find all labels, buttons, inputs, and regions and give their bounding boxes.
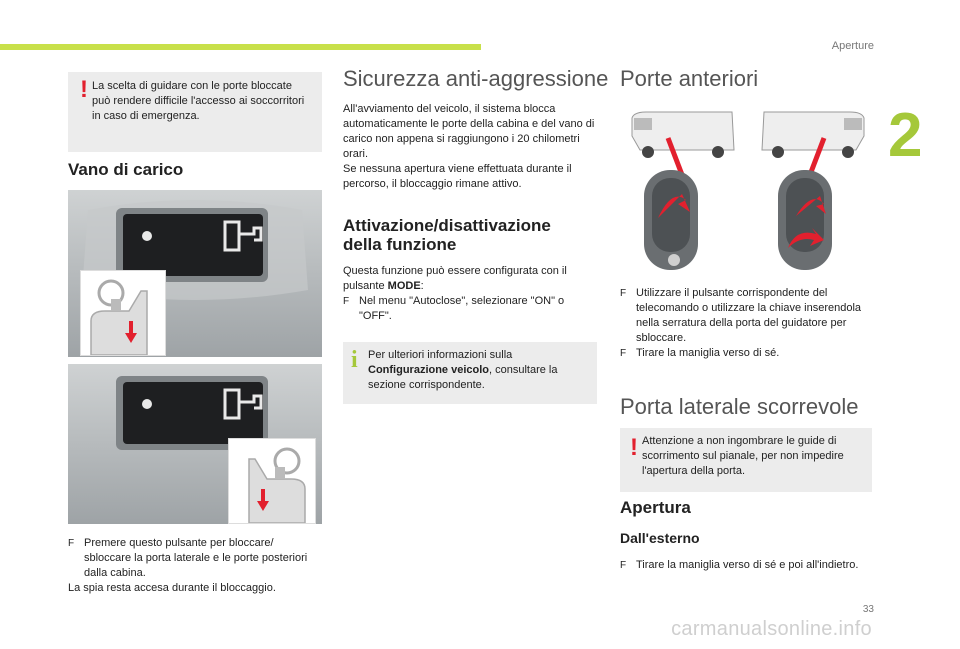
door-handle-left	[644, 170, 698, 270]
section-title: Aperture	[831, 40, 874, 52]
heading-sicurezza: Sicurezza anti-aggressione	[343, 66, 609, 91]
heading-porta-laterale: Porta laterale scorrevole	[620, 394, 859, 419]
bullet-text: Nel menu "Autoclose", selezionare "ON" o "OFF".	[359, 295, 565, 322]
col2-intro	[343, 102, 599, 192]
bullet-marker: F	[620, 560, 627, 571]
heading-dall-esterno: Dall'esterno	[620, 530, 700, 546]
page-number: 33	[862, 604, 874, 615]
van-icon-left	[632, 112, 734, 158]
bullet-text: Utilizzare il pulsante corrispondente del telecomando o utilizzare la chiave inserendola nella serratura della porta del guidatore per sbloccare.	[636, 287, 862, 344]
bullet-text: Premere questo pulsante per bloccare/ sbloccare la porta laterale e le porte posteriori dalla cabina.	[84, 537, 308, 579]
bullet-item	[343, 294, 599, 324]
info-icon: i	[351, 347, 358, 373]
bullet-marker: F	[620, 348, 627, 359]
photo-lock-button-bottom	[68, 364, 322, 524]
inset-cabin-diagram-2	[228, 438, 316, 524]
bullet-item	[68, 536, 322, 581]
warning-box-2	[620, 428, 872, 492]
header-accent-bar	[0, 44, 481, 50]
heading-apertura: Apertura	[620, 498, 691, 517]
photo-lock-button-top	[68, 190, 322, 357]
warning-icon: !	[80, 76, 88, 103]
key-icon	[668, 254, 680, 266]
indicator-dot-icon-2	[142, 399, 152, 409]
diagram-front-doors	[628, 108, 868, 274]
bullet-item	[620, 286, 874, 346]
warning-box	[68, 72, 322, 152]
intro-paragraph-2: Se nessuna apertura viene effettuata durante il percorso, il bloccaggio rimane attivo.	[343, 163, 572, 190]
heading-porte-anteriori: Porte anteriori	[620, 66, 759, 91]
heading-vano-di-carico: Vano di carico	[68, 160, 184, 179]
warning-text: La scelta di guidare con le porte bloccate può rendere difficile l'accesso ai soccorritori in caso di emergenza.	[92, 80, 305, 122]
bullet-text: Tirare la maniglia verso di sé.	[636, 347, 780, 359]
col1-bullets	[68, 536, 322, 596]
watermark: carmanualsonline.info	[671, 618, 872, 640]
indicator-dot-icon	[142, 231, 152, 241]
bullet-marker: F	[343, 296, 350, 307]
bullet-item	[620, 558, 874, 573]
door-handle-right	[778, 170, 832, 270]
info-text: Per ulteriori informazioni sulla Configurazione veicolo, consultare la sezione corrispondente.	[368, 349, 558, 391]
warning-text: Attenzione a non ingombrare le guide di scorrimento sul pianale, per non impedire l'apertura della porta.	[642, 435, 844, 477]
warning-icon: !	[630, 434, 638, 461]
info-box	[343, 342, 597, 404]
note-text: La spia resta accesa durante il bloccaggio.	[68, 582, 276, 594]
chapter-number: 2	[888, 101, 923, 170]
col2-config	[343, 264, 599, 324]
bullet-marker: F	[620, 288, 627, 299]
bullet-marker: F	[68, 538, 75, 549]
heading-attivazione: Attivazione/disattivazione della funzione	[343, 216, 551, 254]
bullet-text: Tirare la maniglia verso di sé e poi all'indietro.	[636, 559, 859, 571]
col3-bullets	[620, 286, 874, 361]
intro-paragraph-1: All'avviamento del veicolo, il sistema blocca automaticamente le porte della cabina e del vano di carico non appena si raggiungono i 20 chilometri orari.	[343, 103, 595, 160]
inset-cabin-diagram	[80, 270, 166, 356]
col3-bullets-2	[620, 558, 874, 573]
config-text: Questa funzione può essere configurata con il pulsante MODE:	[343, 265, 567, 292]
bullet-item	[620, 346, 874, 361]
van-icon-right	[762, 112, 864, 158]
